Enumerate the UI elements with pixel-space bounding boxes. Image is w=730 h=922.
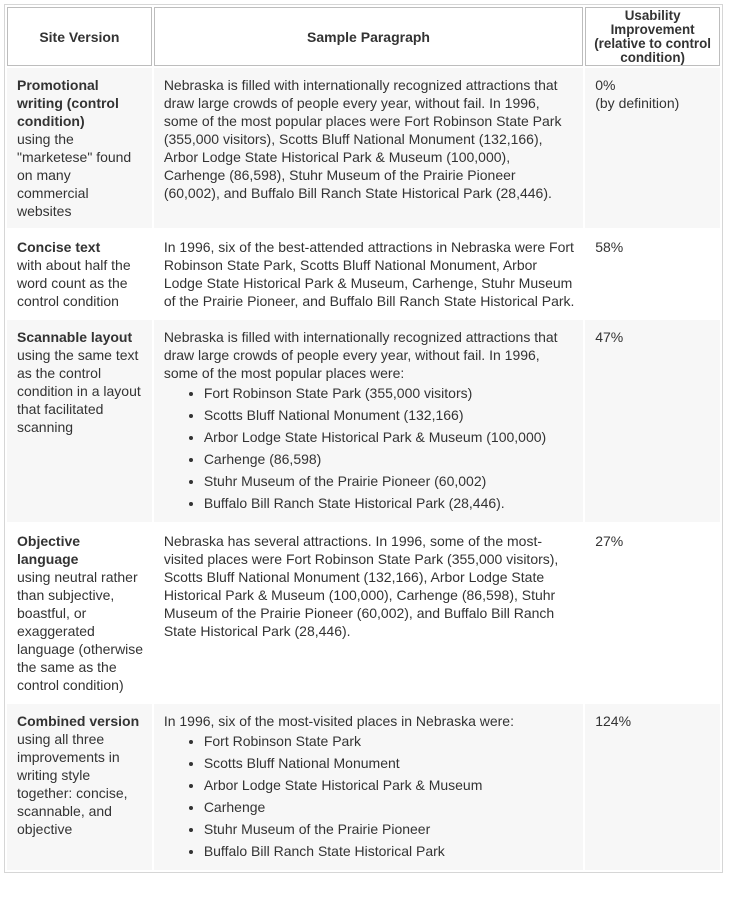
version-title: Promotional writing (control condition) [17, 77, 119, 129]
list-item: • Arbor Lodge State Historical Park & Museum (100,000) [204, 426, 575, 448]
list-item: • Fort Robinson State Park (355,000 visitors) [204, 382, 575, 404]
list-item: • Buffalo Bill Ranch State Historical Park [204, 840, 575, 862]
sample-text: Nebraska has several attractions. In 1996, some of the most-visited places were Fort Robinson State Park (355,000 visitors), Scotts Bluff National Monument (132,166), Arbor Lodge State Historical Park & Museum (100,000), Carhenge (86,598), Stuhr Museum of the Prairie Pioneer (60,002), and Buffalo Bill Ranch State Historical Park (28,446). [163, 533, 559, 639]
list-item: • Stuhr Museum of the Prairie Pioneer [204, 818, 575, 840]
version-description: using all three improvements in writing style together: concise, scannable, and objective [17, 731, 128, 837]
table-row [7, 524, 720, 702]
site-version-cell [7, 320, 152, 522]
sample-paragraph-cell [154, 524, 583, 702]
version-description: using neutral rather than subjective, boastful, or exaggerated language (otherwise the same as the control condition) [17, 569, 144, 693]
version-description: using the "marketese" found on many commercial websites [17, 131, 132, 219]
list-item: • Buffalo Bill Ranch State Historical Park (28,446). [204, 492, 575, 514]
places-list [164, 382, 575, 514]
improvement-note: (by definition) [595, 95, 680, 111]
usability-table [4, 4, 723, 873]
header-usability-improvement: Usability Improvement (relative to control condition) [585, 7, 720, 66]
improvement-cell [585, 230, 720, 318]
header-site-version: Site Version [7, 7, 152, 66]
header-sample-paragraph: Sample Paragraph [154, 7, 583, 66]
sample-text: Nebraska is filled with internationally recognized attractions that draw large crowds of people every year, without fail. In 1996, some of the most popular places were Fort Robinson State Park (355,000 visitors), Scotts Bluff National Monument (132,166), Arbor Lodge State Historical Park & Museum (100,000), Carhenge (86,598), Stuhr Museum of the Prairie Pioneer (60,002), and Buffalo Bill Ranch State Historical Park (28,446). [163, 77, 562, 201]
sample-text: Nebraska is filled with internationally recognized attractions that draw large crowds of people every year, without fail. In 1996, some of the most popular places were: [163, 329, 558, 381]
sample-text: In 1996, six of the most-visited places in Nebraska were: [163, 713, 514, 729]
sample-text: In 1996, six of the best-attended attractions in Nebraska were Fort Robinson State Park, Scotts Bluff National Monument, Arbor Lodge State Historical Park & Museum, Carhenge, Stuhr Museum of the Prairie Pioneer, and Buffalo Bill Ranch State Historical Park. [163, 239, 575, 309]
improvement-cell [585, 68, 720, 228]
version-title: Concise text [17, 239, 101, 255]
sample-paragraph-cell [154, 68, 583, 228]
table-row [7, 704, 720, 870]
header-row [7, 7, 720, 66]
improvement-value: 0% [595, 77, 616, 93]
table-row [7, 320, 720, 522]
version-title: Objective language [17, 533, 81, 567]
list-item: • Carhenge [204, 796, 575, 818]
improvement-value: 27% [595, 533, 624, 549]
site-version-cell [7, 230, 152, 318]
improvement-value: 58% [595, 239, 624, 255]
improvement-cell [585, 320, 720, 522]
site-version-cell [7, 68, 152, 228]
improvement-value: 47% [595, 329, 624, 345]
improvement-cell [585, 524, 720, 702]
version-description: using the same text as the control condition in a layout that facilitated scanning [17, 347, 141, 435]
version-title: Combined version [17, 713, 140, 729]
sample-paragraph-cell [154, 320, 583, 522]
improvement-cell [585, 704, 720, 870]
sample-paragraph-cell [154, 704, 583, 870]
table-row [7, 230, 720, 318]
list-item: • Fort Robinson State Park [204, 730, 575, 752]
list-item: • Carhenge (86,598) [204, 448, 575, 470]
site-version-cell [7, 524, 152, 702]
list-item: • Scotts Bluff National Monument (132,166) [204, 404, 575, 426]
places-list [164, 730, 575, 862]
sample-paragraph-cell [154, 230, 583, 318]
version-title: Scannable layout [17, 329, 133, 345]
list-item: • Arbor Lodge State Historical Park & Museum [204, 774, 575, 796]
list-item: • Scotts Bluff National Monument [204, 752, 575, 774]
list-item: • Stuhr Museum of the Prairie Pioneer (60,002) [204, 470, 575, 492]
version-description: with about half the word count as the control condition [17, 257, 131, 309]
site-version-cell [7, 704, 152, 870]
table-row [7, 68, 720, 228]
improvement-value: 124% [595, 713, 632, 729]
